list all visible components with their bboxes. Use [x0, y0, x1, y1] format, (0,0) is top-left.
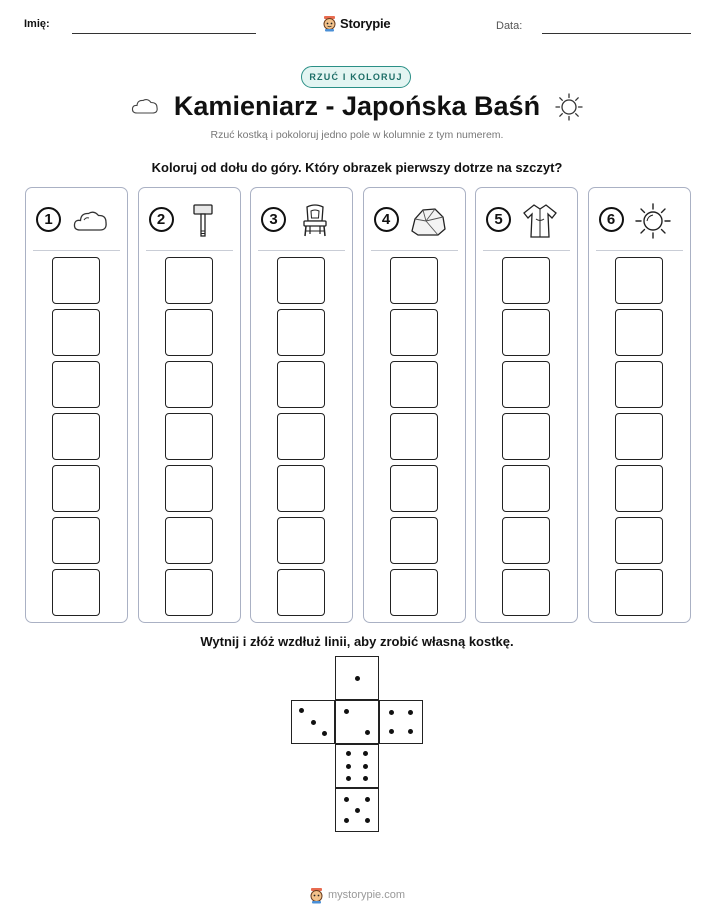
color-cell[interactable] — [390, 569, 438, 616]
die-pip — [365, 818, 370, 823]
column-divider — [146, 250, 233, 251]
color-cell[interactable] — [502, 517, 550, 564]
page-subtitle: Rzuć kostką i pokoloruj jedno pole w kolumnie z tym numerem. — [210, 129, 504, 141]
color-cell[interactable] — [52, 569, 100, 616]
color-cell[interactable] — [502, 569, 550, 616]
column-5 — [475, 187, 578, 623]
color-cell[interactable] — [615, 569, 663, 616]
column-number: 3 — [261, 207, 286, 232]
color-cell[interactable] — [277, 569, 325, 616]
die-pip — [389, 710, 394, 715]
die-face-5 — [335, 788, 379, 832]
storypie-mascot-icon — [309, 887, 324, 904]
column-divider — [483, 250, 570, 251]
footer-brand — [309, 885, 409, 905]
die-pip — [365, 797, 370, 802]
name-label: Imię: — [24, 18, 50, 30]
color-cell[interactable] — [165, 465, 213, 512]
column-number: 4 — [374, 207, 399, 232]
color-cell[interactable] — [390, 413, 438, 460]
brand-logo — [322, 13, 392, 33]
die-face-2 — [335, 700, 379, 744]
color-cell[interactable] — [165, 569, 213, 616]
die-pip — [346, 751, 351, 756]
color-cell[interactable] — [277, 309, 325, 356]
die-face-1 — [335, 656, 379, 700]
column-divider — [371, 250, 458, 251]
storypie-mascot-icon — [322, 15, 337, 32]
die-pip — [363, 751, 368, 756]
color-cell[interactable] — [52, 517, 100, 564]
die-face-4 — [379, 700, 423, 744]
column-3 — [250, 187, 353, 623]
column-number: 5 — [486, 207, 511, 232]
die-face-3 — [291, 700, 335, 744]
color-cell[interactable] — [165, 361, 213, 408]
page-title: Kamieniarz - Japońska Baśń — [173, 91, 541, 121]
column-number: 1 — [36, 207, 61, 232]
die-pip — [344, 709, 349, 714]
color-cell[interactable] — [277, 517, 325, 564]
color-cell[interactable] — [52, 413, 100, 460]
color-cell[interactable] — [165, 257, 213, 304]
color-cell[interactable] — [52, 361, 100, 408]
color-cell[interactable] — [390, 257, 438, 304]
column-1 — [25, 187, 128, 623]
die-pip — [344, 818, 349, 823]
column-divider — [33, 250, 120, 251]
color-cell[interactable] — [615, 413, 663, 460]
die-pip — [355, 808, 360, 813]
die-pip — [311, 720, 316, 725]
die-pip — [346, 764, 351, 769]
color-cell[interactable] — [502, 413, 550, 460]
column-divider — [258, 250, 345, 251]
column-divider — [596, 250, 683, 251]
column-4 — [363, 187, 466, 623]
color-cell[interactable] — [502, 309, 550, 356]
color-cell[interactable] — [165, 517, 213, 564]
column-number: 6 — [599, 207, 624, 232]
color-cell[interactable] — [615, 257, 663, 304]
die-pip — [355, 676, 360, 681]
column-2 — [138, 187, 241, 623]
color-cell[interactable] — [502, 361, 550, 408]
die-pip — [408, 710, 413, 715]
column-number: 2 — [149, 207, 174, 232]
sun-icon — [633, 201, 673, 241]
brand-name: Storypie — [340, 15, 391, 31]
color-cell[interactable] — [52, 257, 100, 304]
date-label: Data: — [496, 20, 523, 32]
hammer-icon — [183, 201, 223, 241]
color-cell[interactable] — [615, 465, 663, 512]
footer-url: mystorypie.com — [328, 889, 406, 901]
activity-badge: RZUĆ I KOLORUJ — [301, 66, 411, 88]
die-pip — [389, 729, 394, 734]
color-cell[interactable] — [52, 465, 100, 512]
color-cell[interactable] — [390, 465, 438, 512]
sun-icon — [554, 92, 584, 122]
cloud-icon — [70, 201, 110, 241]
rock-icon — [408, 201, 448, 241]
cut-instruction: Wytnij i złóż wzdłuż linii, aby zrobić własną kostkę. — [200, 634, 514, 649]
color-cell[interactable] — [277, 257, 325, 304]
color-cell[interactable] — [165, 413, 213, 460]
robe-icon — [520, 201, 560, 241]
color-cell[interactable] — [615, 517, 663, 564]
color-cell[interactable] — [165, 309, 213, 356]
color-cell[interactable] — [390, 309, 438, 356]
die-pip — [408, 729, 413, 734]
die-pip — [346, 776, 351, 781]
date-line — [542, 33, 691, 34]
color-cell[interactable] — [277, 413, 325, 460]
color-cell[interactable] — [390, 361, 438, 408]
color-cell[interactable] — [390, 517, 438, 564]
die-pip — [363, 776, 368, 781]
color-cell[interactable] — [277, 361, 325, 408]
color-cell[interactable] — [52, 309, 100, 356]
color-cell[interactable] — [502, 465, 550, 512]
color-cell[interactable] — [277, 465, 325, 512]
name-line — [72, 33, 256, 34]
die-pip — [322, 731, 327, 736]
die-pip — [363, 764, 368, 769]
color-cell[interactable] — [615, 361, 663, 408]
die-pip — [365, 730, 370, 735]
die-pip — [299, 708, 304, 713]
color-cell[interactable] — [502, 257, 550, 304]
column-6 — [588, 187, 691, 623]
chair-icon — [295, 201, 335, 241]
coloring-instruction: Koloruj od dołu do góry. Który obrazek pierwszy dotrze na szczyt? — [151, 160, 563, 175]
color-cell[interactable] — [615, 309, 663, 356]
die-face-6 — [335, 744, 379, 788]
die-pip — [344, 797, 349, 802]
